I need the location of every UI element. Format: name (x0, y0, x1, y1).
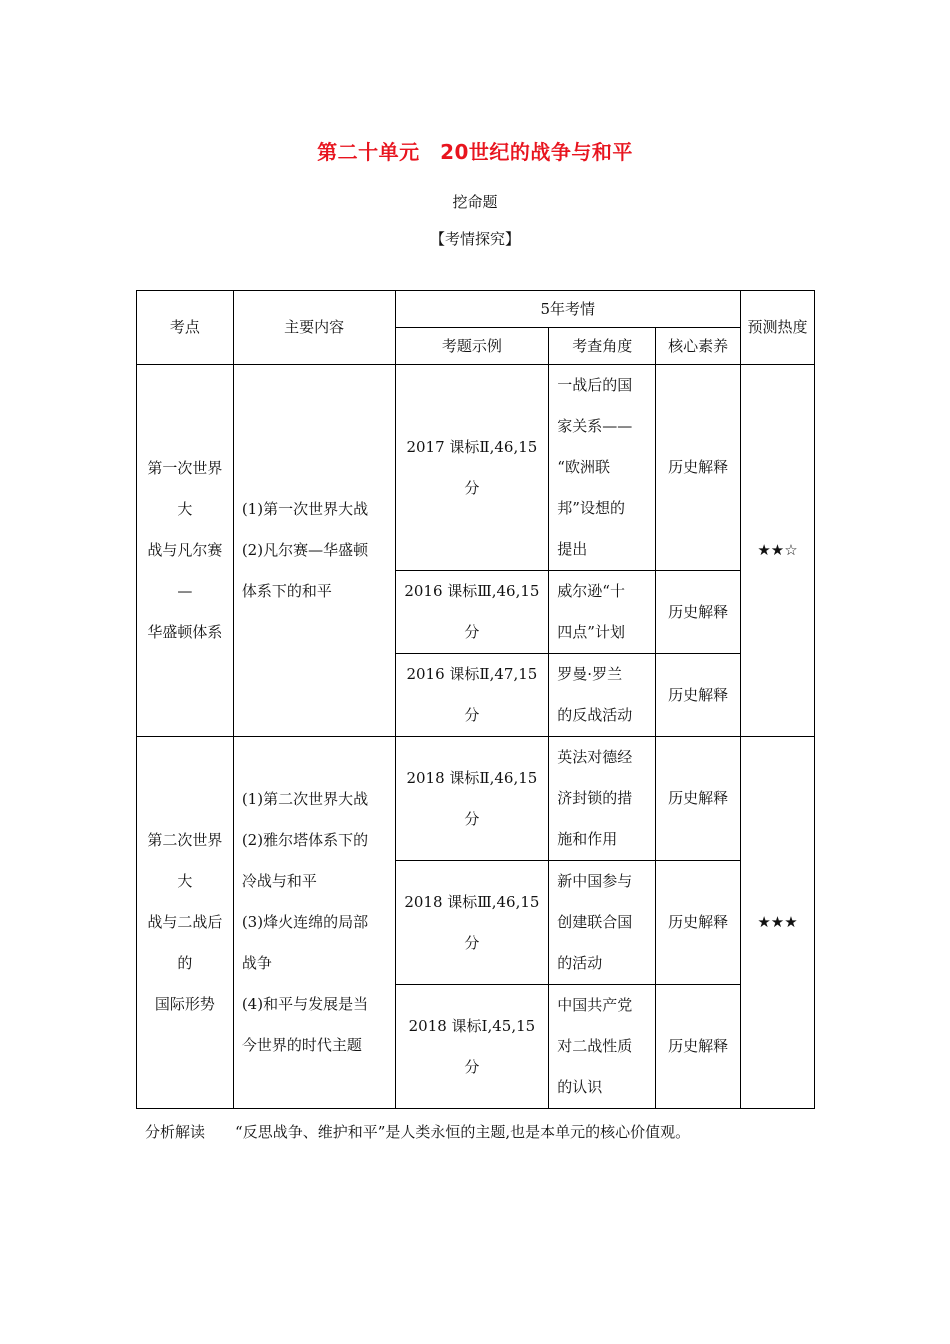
angle-cell: 新中国参与 创建联合国 的活动 (549, 861, 656, 985)
table-row (137, 365, 815, 571)
literacy-cell: 历史解释 (656, 737, 741, 861)
page-title: 第二十单元 20世纪的战争与和平 (317, 140, 633, 164)
topic-cell: 第二次世界 大 战与二战后 的 国际形势 (137, 737, 234, 1109)
literacy-cell: 历史解释 (656, 571, 741, 654)
header-content: 主要内容 (233, 291, 395, 365)
angle-cell: 中国共产党 对二战性质 的认识 (549, 985, 656, 1109)
header-heat: 预测热度 (741, 291, 815, 365)
angle-cell: 威尔逊“十 四点”计划 (549, 571, 656, 654)
example-cell: 2016 课标Ⅲ,46,15 分 (395, 571, 549, 654)
header-five-year: 5年考情 (395, 291, 741, 328)
content-cell: (1)第二次世界大战 (2)雅尔塔体系下的 冷战与和平 (3)烽火连绵的局部 战争 (4)和平与发展是当 今世界的时代主题 (233, 737, 395, 1109)
topic-cell: 第一次世界 大 战与凡尔赛 — 华盛顿体系 (137, 365, 234, 737)
example-cell: 2018 课标Ⅱ,46,15 分 (395, 737, 549, 861)
header-literacy: 核心素养 (656, 328, 741, 365)
analysis-label: 分析解读 (145, 1123, 206, 1141)
header-angle: 考查角度 (549, 328, 656, 365)
angle-cell: 一战后的国 家关系—— “欧洲联 邦”设想的 提出 (549, 365, 656, 571)
subtitle: 挖命题 (452, 193, 498, 211)
analysis-text: “反思战争、维护和平”是人类永恒的主题,也是本单元的核心价值观。 (235, 1123, 691, 1141)
heat-rating: ★★★ (741, 737, 815, 1109)
angle-cell: 罗曼·罗兰 的反战活动 (549, 654, 656, 737)
example-cell: 2018 课标Ⅲ,46,15 分 (395, 861, 549, 985)
literacy-cell: 历史解释 (656, 654, 741, 737)
table-row (137, 737, 815, 861)
analysis-paragraph (145, 1121, 690, 1142)
section-heading: 【考情探究】 (429, 230, 520, 248)
example-cell: 2018 课标Ⅰ,45,15 分 (395, 985, 549, 1109)
angle-cell: 英法对德经 济封锁的措 施和作用 (549, 737, 656, 861)
literacy-cell: 历史解释 (656, 861, 741, 985)
literacy-cell: 历史解释 (656, 985, 741, 1109)
example-cell: 2016 课标Ⅱ,47,15 分 (395, 654, 549, 737)
content-cell: (1)第一次世界大战 (2)凡尔赛—华盛顿 体系下的和平 (233, 365, 395, 737)
header-example: 考题示例 (395, 328, 549, 365)
example-cell: 2017 课标Ⅱ,46,15 分 (395, 365, 549, 571)
literacy-cell: 历史解释 (656, 365, 741, 571)
heat-rating: ★★☆ (741, 365, 815, 737)
exam-analysis-table (136, 290, 815, 1109)
header-kaodian: 考点 (137, 291, 234, 365)
